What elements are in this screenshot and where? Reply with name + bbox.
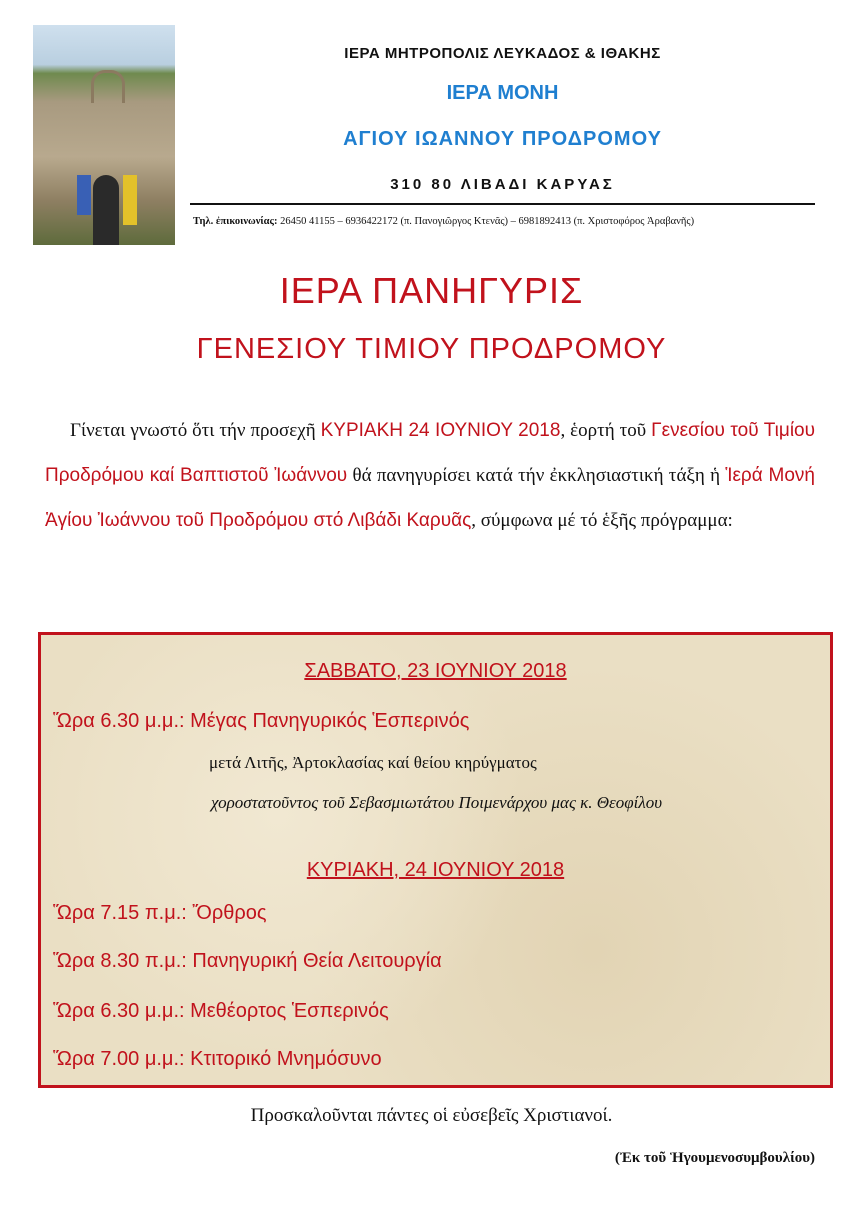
metropolis-name: ΙΕΡΑ ΜΗΤΡΟΠΟΛΙΣ ΛΕΥΚΑΔΟΣ & ΙΘΑΚΗΣ — [344, 45, 661, 62]
schedule-box — [38, 632, 833, 1088]
church-photo — [33, 25, 175, 245]
bell-tower — [91, 70, 125, 103]
header-divider — [190, 203, 815, 205]
intro-date: ΚΥΡΙΑΚΗ 24 ΙΟΥΝΙΟΥ 2018 — [320, 420, 561, 441]
monastery-line2: ΑΓΙΟΥ ΙΩΑΝΝΟΥ ΠΡΟΔΡΟΜΟΥ — [343, 128, 662, 150]
invitation: Προσκαλοῦνται πάντες οἱ εὐσεβεῖς Χριστιανοί. — [250, 1105, 613, 1126]
contact-label: Τηλ. ἐπικοινωνίας: — [193, 216, 278, 227]
day2-heading: ΚΥΡΙΑΚΗ, 24 ΙΟΥΝΙΟΥ 2018 — [306, 859, 565, 881]
intro-text: , σύμφωνα μέ τό ἑξῆς πρόγραμμα: — [471, 510, 733, 531]
day1-sub2: χοροστατοῦντος τοῦ Σεβασμιωτάτου Ποιμενάρχου μας κ. Θεοφίλου — [211, 793, 663, 812]
intro-text: Γίνεται γνωστό ὅτι τήν προσεχῆ — [70, 420, 321, 441]
contact-text: 26450 41155 – 6936422172 (π. Πανογιῶργος Κτενᾶς) – 6981892413 (π. Χριστοφόρος Ἀραβανῆς) — [277, 216, 695, 227]
address: 310 80 ΛΙΒΑΔΙ ΚΑΡΥΑΣ — [390, 176, 615, 193]
day1-heading: ΣΑΒΒΑΤΟ, 23 ΙΟΥΝΙΟΥ 2018 — [304, 660, 567, 682]
title-line1: ΙΕΡΑ ΠΑΝΗΓΥΡΙΣ — [279, 270, 584, 311]
intro-feast: Γενεσίου τοῦ Τιμίου Προδρόμου καί Βαπτιστοῦ Ἰωάννου — [45, 420, 816, 486]
byzantine-flag — [123, 175, 137, 225]
day1-item: Ὥρα 6.30 μ.μ.: Μέγας Πανηγυρικός Ἑσπερινός — [53, 710, 470, 732]
greek-flag — [77, 175, 91, 215]
intro-monastery: Ἱερά Μονή Ἁγίου Ἰωάννου τοῦ Προδρόμου στό Λιβάδι Καρυᾶς — [45, 465, 816, 531]
church-door — [93, 175, 119, 245]
contact-info — [193, 216, 694, 227]
intro-text: θά πανηγυρίσει κατά τήν ἐκκλησιαστική τάξη ἡ — [347, 465, 726, 486]
intro-text: , ἑορτή τοῦ — [560, 420, 652, 441]
title-line2: ΓΕΝΕΣΙΟΥ ΤΙΜΙΟΥ ΠΡΟΔΡΟΜΟΥ — [196, 333, 667, 365]
day2-item: Ὥρα 6.30 μ.μ.: Μεθέορτος Ἑσπερινός — [53, 1000, 389, 1022]
signature: (Ἐκ τοῦ Ἡγουμενοσυμβουλίου) — [614, 1150, 815, 1166]
day1-sub1: μετά Λιτῆς, Ἀρτοκλασίας καί θείου κηρύγματος — [209, 753, 537, 772]
day2-item: Ὥρα 7.15 π.μ.: Ὄρθρος — [53, 902, 267, 924]
monastery-line1: ΙΕΡΑ ΜΟΝΗ — [446, 82, 559, 104]
intro-paragraph — [45, 408, 815, 543]
day2-item: Ὥρα 8.30 π.μ.: Πανηγυρική Θεία Λειτουργία — [53, 950, 442, 972]
day2-item: Ὥρα 7.00 μ.μ.: Κτιτορικό Μνημόσυνο — [53, 1048, 382, 1070]
